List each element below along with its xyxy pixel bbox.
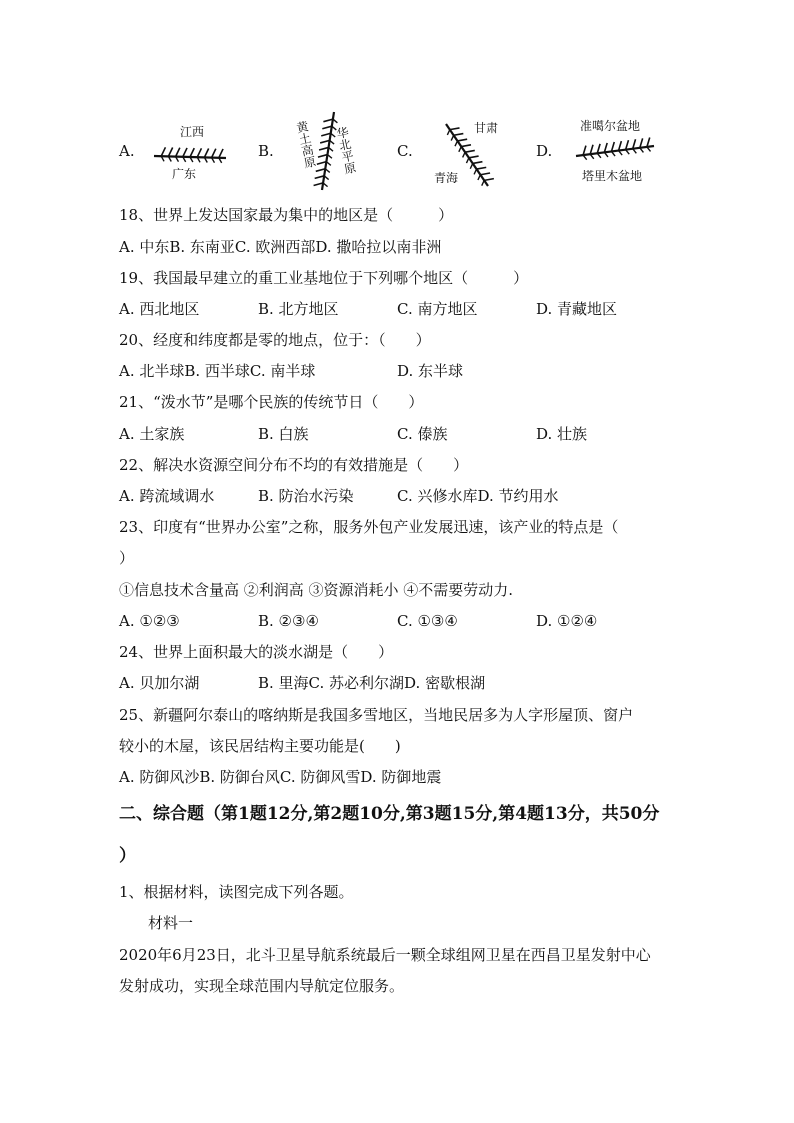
material-label: 材料一 bbox=[148, 914, 194, 932]
question-23-option-b: B. ②③④ bbox=[258, 612, 319, 630]
figure-d-top-label: 准噶尔盆地 bbox=[580, 119, 641, 133]
question-22-option-a: A. 跨流域调水 bbox=[119, 487, 215, 505]
section-2-heading-end: ） bbox=[119, 846, 136, 866]
question-23-note: ①信息技术含量高 ②利润高 ③资源消耗小 ④不需要劳动力. bbox=[119, 581, 514, 599]
question-23-stem: 23、印度有“世界办公室”之称，服务外包产业发展迅速，该产业的特点是（ bbox=[119, 518, 619, 536]
figure-option-b-letter: B. bbox=[258, 142, 274, 160]
figure-a-top-label: 江西 bbox=[180, 125, 205, 139]
question-25-stem-cont: 较小的木屋，该民居结构主要功能是( ) bbox=[119, 737, 401, 755]
question-19-stem: 19、我国最早建立的重工业基地位于下列哪个地区（ ） bbox=[119, 269, 529, 287]
figure-d-bottom-label: 塔里木盆地 bbox=[582, 169, 643, 183]
material-text-line-2: 发射成功，实现全球范围内导航定位服务。 bbox=[119, 977, 405, 995]
material-text-line-1: 2020年6月23日，北斗卫星导航系统最后一颗全球组网卫星在西昌卫星发射中心 bbox=[119, 946, 651, 964]
mountain-symbol-icon bbox=[572, 114, 672, 186]
question-25-options: A. 防御风沙B. 防御台风C. 防御风雪D. 防御地震 bbox=[119, 768, 442, 786]
mountain-symbol-icon bbox=[432, 114, 512, 190]
section-2-question-1: 1、根据材料，读图完成下列各题。 bbox=[119, 883, 354, 901]
question-24-option-a: A. 贝加尔湖 bbox=[119, 674, 200, 692]
question-19-option-c: C. 南方地区 bbox=[397, 300, 478, 318]
figure-option-d-letter: D. bbox=[536, 142, 553, 160]
question-21-stem: 21、“泼水节”是哪个民族的传统节日（ ） bbox=[119, 393, 424, 411]
figure-b-mountain-map bbox=[293, 106, 366, 196]
question-21-option-a: A. 土家族 bbox=[119, 425, 185, 443]
question-24-options-bcd: B. 里海C. 苏必利尔湖D. 密歇根湖 bbox=[258, 674, 486, 692]
question-21-option-c: C. 傣族 bbox=[397, 425, 448, 443]
figure-d-mountain-map bbox=[572, 114, 672, 186]
figure-option-a-letter: A. bbox=[119, 142, 135, 160]
question-19-option-b: B. 北方地区 bbox=[258, 300, 339, 318]
question-23-option-d: D. ①②④ bbox=[536, 612, 598, 630]
figure-b-left-label: 黄土高原 bbox=[293, 119, 318, 170]
question-20-options-abc: A. 北半球B. 西半球C. 南半球 bbox=[119, 362, 316, 380]
section-2-heading: 二、综合题（第1题12分,第2题10分,第3题15分,第4题13分，共50分 bbox=[119, 804, 660, 824]
question-22-option-b: B. 防治水污染 bbox=[258, 487, 354, 505]
question-20-stem: 20、经度和纬度都是零的地点，位于：（ ） bbox=[119, 331, 431, 349]
figure-option-c-letter: C. bbox=[397, 142, 413, 160]
figure-c-top-label: 甘肃 bbox=[474, 121, 499, 135]
question-24-stem: 24、世界上面积最大的淡水湖是（ ） bbox=[119, 643, 394, 661]
figure-a-bottom-label: 广东 bbox=[172, 167, 197, 181]
mountain-symbol-icon bbox=[293, 106, 366, 196]
figure-b-right-label: 华北平原 bbox=[333, 125, 358, 176]
question-20-option-d: D. 东半球 bbox=[397, 362, 464, 380]
question-22-options-cd: C. 兴修水库D. 节约用水 bbox=[397, 487, 559, 505]
question-19-option-a: A. 西北地区 bbox=[119, 300, 200, 318]
question-23-stem-end: ） bbox=[119, 549, 135, 567]
figure-a-mountain-map bbox=[148, 122, 238, 182]
question-23-option-a: A. ①②③ bbox=[119, 612, 180, 630]
question-21-option-b: B. 白族 bbox=[258, 425, 309, 443]
figure-c-mountain-map bbox=[432, 114, 512, 190]
mountain-symbol-icon bbox=[148, 122, 238, 182]
question-25-stem: 25、新疆阿尔泰山的喀纳斯是我国多雪地区，当地民居多为人字形屋顶、窗户 bbox=[119, 706, 634, 724]
figure-c-bottom-label: 青海 bbox=[434, 171, 459, 185]
question-18-stem: 18、世界上发达国家最为集中的地区是（ ） bbox=[119, 206, 454, 224]
question-19-option-d: D. 青藏地区 bbox=[536, 300, 618, 318]
question-23-option-c: C. ①③④ bbox=[397, 612, 458, 630]
question-22-stem: 22、解决水资源空间分布不均的有效措施是（ ） bbox=[119, 456, 469, 474]
question-21-option-d: D. 壮族 bbox=[536, 425, 588, 443]
question-18-options: A. 中东B. 东南亚C. 欧洲西部D. 撒哈拉以南非洲 bbox=[119, 238, 442, 256]
